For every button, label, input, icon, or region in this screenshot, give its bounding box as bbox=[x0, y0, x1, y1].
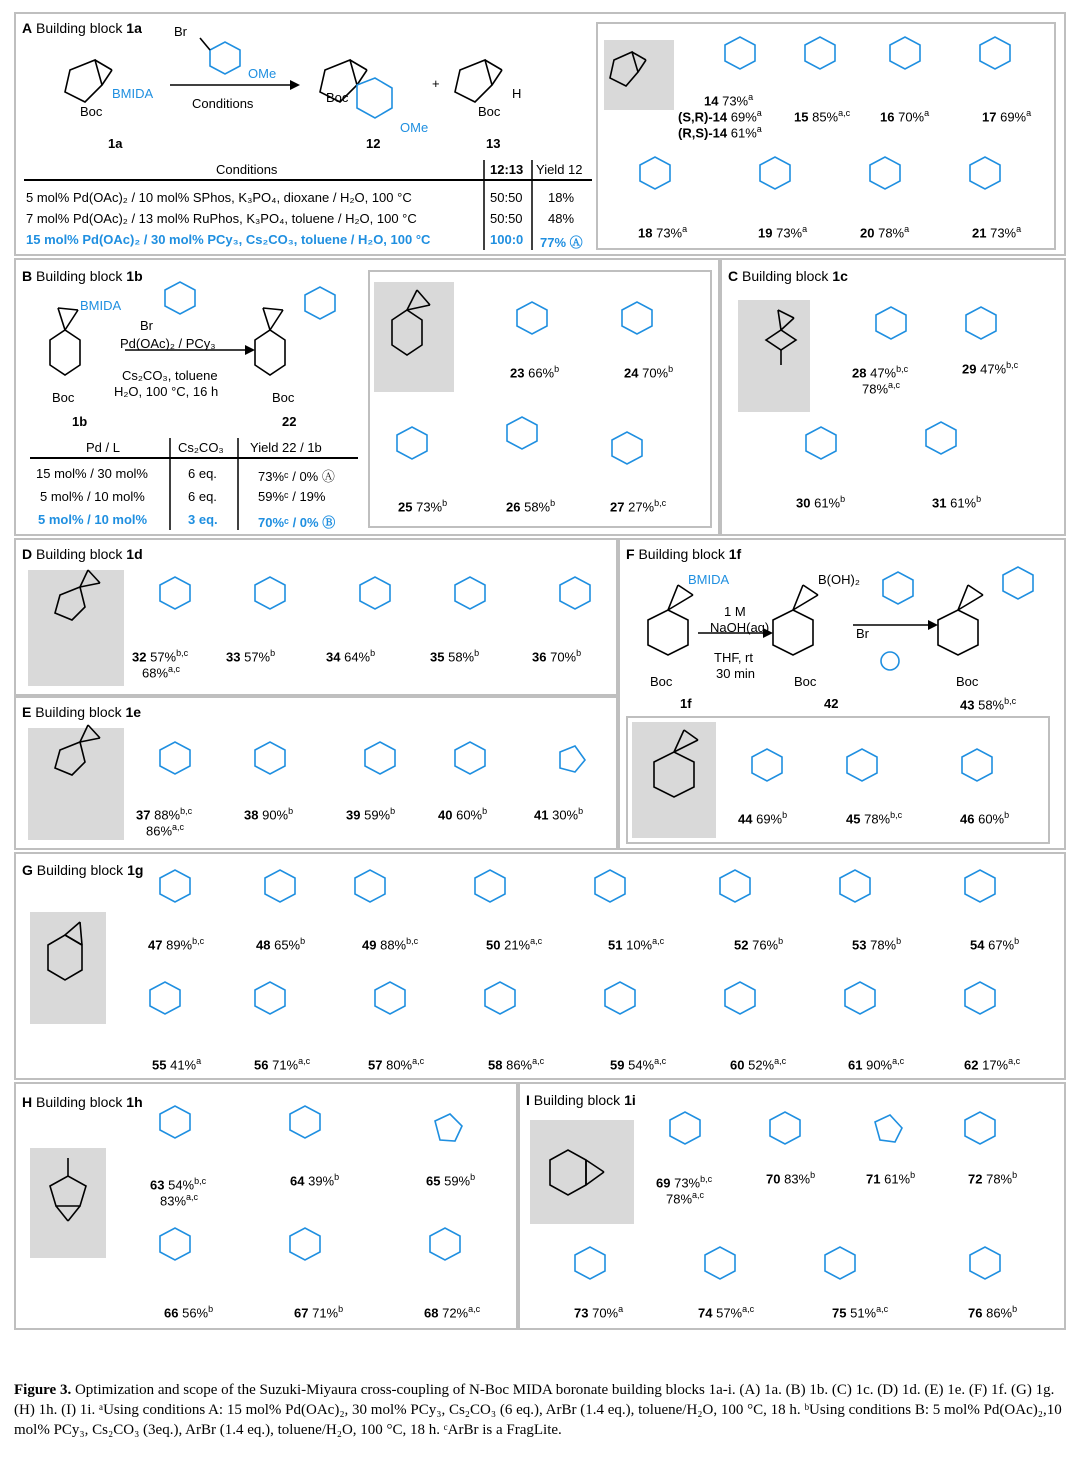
scope-g-51: 51 10%$^{a,c}$ bbox=[608, 936, 665, 953]
reagent-f-3: THF, rt bbox=[714, 650, 753, 665]
scope-g-48: 48 65%$^b$ bbox=[256, 936, 306, 953]
scope-i-69: 69 73%$^{b,c}$ bbox=[656, 1174, 713, 1191]
table-b-header-yield: Yield 22 / 1b bbox=[250, 440, 322, 455]
scope-a-17: 17 69%$^a$ bbox=[982, 108, 1032, 125]
cpd-43: 43 58%$^{b,c}$ bbox=[960, 696, 1017, 713]
reagent-b-1: Pd(OAc)₂ / PCy₃ bbox=[120, 336, 216, 351]
scope-f-structures bbox=[632, 722, 1052, 822]
table-b-row-2-pd: 5 mol% / 10 mol% bbox=[40, 489, 145, 504]
scope-a-16: 16 70%$^a$ bbox=[880, 108, 930, 125]
scope-h-67: 67 71%$^b$ bbox=[294, 1304, 344, 1321]
scope-g-54: 54 67%$^b$ bbox=[970, 936, 1020, 953]
table-a-row-3-yield: 77% Ⓐ bbox=[540, 235, 583, 250]
bmida-label: BMIDA bbox=[112, 86, 154, 101]
scope-g-53: 53 78%$^b$ bbox=[852, 936, 902, 953]
scope-h-68: 68 72%$^{a,c}$ bbox=[424, 1304, 481, 1321]
scope-b-24: 24 70%$^b$ bbox=[624, 364, 674, 381]
scope-i-71: 71 61%$^b$ bbox=[866, 1170, 916, 1187]
scope-h-64: 64 39%$^b$ bbox=[290, 1172, 340, 1189]
bmida-label-1f: BMIDA bbox=[688, 572, 730, 587]
cpd-12: 12 bbox=[366, 136, 381, 151]
scope-c-31: 31 61%$^b$ bbox=[932, 494, 982, 511]
br-label-f: Br bbox=[856, 626, 869, 641]
scope-d-35: 35 58%$^b$ bbox=[430, 648, 480, 665]
boc-label-1b: Boc bbox=[52, 390, 75, 405]
table-a-row-2-ratio: 50:50 bbox=[490, 211, 523, 226]
scope-a-19: 19 73%$^a$ bbox=[758, 224, 808, 241]
table-a-row-2-yield: 48% bbox=[548, 211, 575, 226]
cpd-1b: 1b bbox=[72, 414, 88, 429]
table-a-row-3-cond: 15 mol% Pd(OAc)₂ / 30 mol% PCy₃, Cs₂CO₃, toluene / H₂O, 100 °C bbox=[26, 232, 431, 247]
scope-a-14-rs: (R,S)-14 61%$^a$ bbox=[678, 124, 762, 141]
reagent-br-label: Br bbox=[174, 24, 187, 39]
scope-g-56: 56 71%$^{a,c}$ bbox=[254, 1056, 311, 1073]
caption-label: Figure 3. bbox=[14, 1382, 72, 1398]
scope-e-37-alt: 86%$^{a,c}$ bbox=[146, 822, 185, 839]
table-b-row-3-base: 3 eq. bbox=[188, 512, 218, 527]
table-b-row-2-base: 6 eq. bbox=[188, 489, 217, 504]
scope-d-32-alt: 68%$^{a,c}$ bbox=[142, 664, 181, 681]
cpd-22: 22 bbox=[282, 414, 297, 429]
table-a-header-conditions: Conditions bbox=[216, 162, 278, 177]
scope-h-63-alt: 83%$^{a,c}$ bbox=[160, 1192, 199, 1209]
scope-i-76: 76 86%$^b$ bbox=[968, 1304, 1018, 1321]
scope-c-structures bbox=[736, 290, 1066, 510]
scope-i-73: 73 70%$^a$ bbox=[574, 1304, 624, 1321]
table-b-row-1-yield: 73%ᶜ / 0% Ⓐ bbox=[258, 469, 335, 484]
scope-c-30: 30 61%$^b$ bbox=[796, 494, 846, 511]
caption-text: Optimization and scope of the Suzuki-Miyaura cross-coupling of N-Boc MIDA boronate building blocks 1a-i. (A) 1a. (B) 1b. (C) 1c. (D) 1d. (E) 1e. (F) 1f. (G) 1g. (H) 1h. (I) 1i. ᵃUsing conditions A: 15 mol% Pd(OAc)₂, 30 mol% PCy₃, Cs₂CO₃ (6 eq.), ArBr (1.4 eq.), toluene/H₂O, 100 °C, 18 h. ᵇUsing conditions B: 5 mol% Pd(OAc)₂,10 mol% PCy₃, Cs₂CO₃ (3eq.), ArBr (1.4 eq.), toluene/H₂O, 100 °C, 18 h. ᶜArBr is a FragLite. bbox=[14, 1382, 1062, 1438]
scope-h-structures bbox=[30, 1096, 510, 1296]
scope-c-29: 29 47%$^{b,c}$ bbox=[962, 360, 1019, 377]
scope-e-39: 39 59%$^b$ bbox=[346, 806, 396, 823]
reagent-b-2: Cs₂CO₃, toluene bbox=[122, 368, 218, 383]
scope-d-32: 32 57%$^{b,c}$ bbox=[132, 648, 189, 665]
boc-label-12: Boc bbox=[326, 90, 349, 105]
scope-g-62: 62 17%$^{a,c}$ bbox=[964, 1056, 1021, 1073]
table-b-row-2-yield: 59%ᶜ / 19% bbox=[258, 489, 326, 504]
boc-label-22: Boc bbox=[272, 390, 295, 405]
table-a-row-1-ratio: 50:50 bbox=[490, 190, 523, 205]
table-a-header-yield: Yield 12 bbox=[536, 162, 583, 177]
scope-g-52: 52 76%$^b$ bbox=[734, 936, 784, 953]
boh2-label: B(OH)₂ bbox=[818, 572, 860, 587]
cpd-42: 42 bbox=[824, 696, 839, 711]
scope-a-14-sr: (S,R)-14 69%$^a$ bbox=[678, 108, 762, 125]
panel-b-title: B Building block 1b bbox=[22, 268, 143, 284]
scope-e-38: 38 90%$^b$ bbox=[244, 806, 294, 823]
scope-g-57: 57 80%$^{a,c}$ bbox=[368, 1056, 425, 1073]
scope-f-46: 46 60%$^b$ bbox=[960, 810, 1010, 827]
scope-a-21: 21 73%$^a$ bbox=[972, 224, 1022, 241]
panel-f-title: F Building block 1f bbox=[626, 546, 742, 562]
scope-a-structures bbox=[600, 30, 1050, 230]
table-b-row-3-yield: 70%ᶜ / 0% Ⓑ bbox=[258, 515, 336, 530]
table-b-header-pd: Pd / L bbox=[86, 440, 120, 455]
table-a-row-3-ratio: 100:0 bbox=[490, 232, 524, 247]
panel-h-title: H Building block 1h bbox=[22, 1094, 143, 1110]
ome-label-12: OMe bbox=[400, 120, 429, 135]
scope-g-61: 61 90%$^{a,c}$ bbox=[848, 1056, 905, 1073]
scope-i-69-alt: 78%$^{a,c}$ bbox=[666, 1190, 705, 1207]
scope-h-63: 63 54%$^{b,c}$ bbox=[150, 1176, 207, 1193]
reagent-f-1: 1 M bbox=[724, 604, 746, 619]
reagent-f-2: NaOH(aq) bbox=[710, 620, 770, 635]
scope-h-66: 66 56%$^b$ bbox=[164, 1304, 214, 1321]
scope-b-23: 23 66%$^b$ bbox=[510, 364, 560, 381]
scope-b-25: 25 73%$^b$ bbox=[398, 498, 448, 515]
scope-g-55: 55 41%$^a$ bbox=[152, 1056, 202, 1073]
boc-label-42: Boc bbox=[794, 674, 817, 689]
scope-f-45: 45 78%$^{b,c}$ bbox=[846, 810, 903, 827]
arrow-conditions-label: Conditions bbox=[192, 96, 254, 111]
scope-a-20: 20 78%$^a$ bbox=[860, 224, 910, 241]
panel-g-title: G Building block 1g bbox=[22, 862, 144, 878]
scope-d-34: 34 64%$^b$ bbox=[326, 648, 376, 665]
scope-e-37: 37 88%$^{b,c}$ bbox=[136, 806, 193, 823]
scope-i-structures bbox=[530, 1100, 1060, 1300]
figure-caption bbox=[14, 1380, 1066, 1440]
scope-g-60: 60 52%$^{a,c}$ bbox=[730, 1056, 787, 1073]
scope-c-28: 28 47%$^{b,c}$ bbox=[852, 364, 909, 381]
boc-label-1f: Boc bbox=[650, 674, 673, 689]
scope-g-58: 58 86%$^{a,c}$ bbox=[488, 1056, 545, 1073]
scope-b-26: 26 58%$^b$ bbox=[506, 498, 556, 515]
panel-d-title: D Building block 1d bbox=[22, 546, 143, 562]
scope-g-49: 49 88%$^{b,c}$ bbox=[362, 936, 419, 953]
panel-e-title: E Building block 1e bbox=[22, 704, 142, 720]
scope-i-75: 75 51%$^{a,c}$ bbox=[832, 1304, 889, 1321]
table-a-header-ratio: 12:13 bbox=[490, 162, 524, 177]
table-b-header-base: Cs₂CO₃ bbox=[178, 440, 224, 455]
table-a-row-1-cond: 5 mol% Pd(OAc)₂ / 10 mol% SPhos, K₃PO₄, dioxane / H₂O, 100 °C bbox=[26, 190, 412, 205]
boc-label-43: Boc bbox=[956, 674, 979, 689]
table-b-row-3-pd: 5 mol% / 10 mol% bbox=[38, 512, 148, 527]
scope-a-15: 15 85%$^{a,c}$ bbox=[794, 108, 851, 125]
bmida-label-1b: BMIDA bbox=[80, 298, 122, 313]
panel-a-scheme bbox=[40, 30, 520, 140]
reagent-ome-label: OMe bbox=[248, 66, 277, 81]
boc-label-13: Boc bbox=[478, 104, 501, 119]
h-label-13: H bbox=[512, 86, 522, 101]
br-label-b: Br bbox=[140, 318, 153, 333]
scope-i-74: 74 57%$^{a,c}$ bbox=[698, 1304, 755, 1321]
scope-h-65: 65 59%$^b$ bbox=[426, 1172, 476, 1189]
scope-g-59: 59 54%$^{a,c}$ bbox=[610, 1056, 667, 1073]
table-b-row-1-base: 6 eq. bbox=[188, 466, 217, 481]
table-b-row-1-pd: 15 mol% / 30 mol% bbox=[36, 466, 148, 481]
scope-f-44: 44 69%$^b$ bbox=[738, 810, 788, 827]
scope-e-41: 41 30%$^b$ bbox=[534, 806, 584, 823]
scope-b-structures bbox=[372, 280, 712, 510]
scope-g-structures bbox=[30, 860, 1060, 1060]
reagent-f-4: 30 min bbox=[716, 666, 756, 681]
scope-c-28-alt: 78%$^{a,c}$ bbox=[862, 380, 901, 397]
reagent-b-3: H₂O, 100 °C, 16 h bbox=[114, 384, 219, 399]
scope-e-40: 40 60%$^b$ bbox=[438, 806, 488, 823]
panel-c-title: C Building block 1c bbox=[728, 268, 848, 284]
scope-g-47: 47 89%$^{b,c}$ bbox=[148, 936, 205, 953]
scope-d-structures bbox=[30, 565, 610, 655]
panel-i-title: I Building block 1i bbox=[526, 1092, 636, 1108]
table-a-row-1-yield: 18% bbox=[548, 190, 575, 205]
scope-a-18: 18 73%$^a$ bbox=[638, 224, 688, 241]
scope-g-50: 50 21%$^{a,c}$ bbox=[486, 936, 543, 953]
panel-a-title: A Building block 1a bbox=[22, 20, 142, 36]
table-a-row-2-cond: 7 mol% Pd(OAc)₂ / 13 mol% RuPhos, K₃PO₄, toluene / H₂O, 100 °C bbox=[26, 211, 417, 226]
scope-d-36: 36 70%$^b$ bbox=[532, 648, 582, 665]
boc-label-1a: Boc bbox=[80, 104, 103, 119]
scope-i-72: 72 78%$^b$ bbox=[968, 1170, 1018, 1187]
scope-i-70: 70 83%$^b$ bbox=[766, 1170, 816, 1187]
cpd-1f: 1f bbox=[680, 696, 692, 711]
plus-sign: + bbox=[432, 76, 440, 91]
scope-e-structures bbox=[30, 720, 610, 810]
scope-a-14: 14 73%$^a$ bbox=[704, 92, 754, 109]
cpd-13: 13 bbox=[486, 136, 501, 151]
cpd-1a: 1a bbox=[108, 136, 123, 151]
scope-d-33: 33 57%$^b$ bbox=[226, 648, 276, 665]
scope-b-27: 27 27%$^{b,c}$ bbox=[610, 498, 667, 515]
